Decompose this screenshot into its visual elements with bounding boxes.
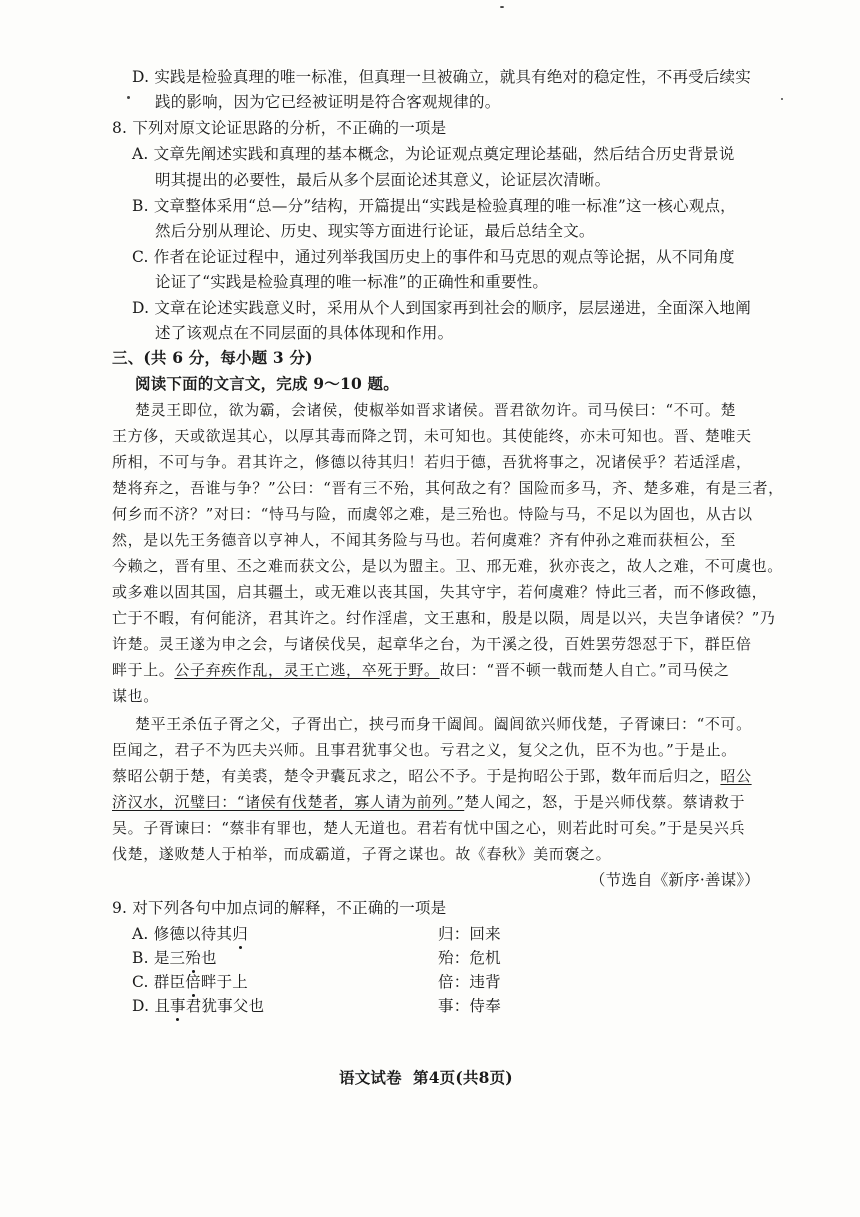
dotted-word: 归	[232, 925, 248, 943]
passage-line: 臣闻之，君子不为匹夫兴师。且事君犹事父也。亏君之义，复父之仇，臣不为也。”于是止。	[112, 741, 737, 759]
option-d-line2: 践的影响，因为它已经被证明是符合客观规律的。	[155, 93, 501, 111]
passage-text: 畔于上。	[112, 661, 175, 679]
q8-option-c-cont: 论证了“实践是检验真理的唯一标准”的正确性和重要性。	[155, 273, 549, 291]
passage-text: 蔡昭公朝于楚，有美裘，楚令尹囊瓦求之，昭公不予。于是拘昭公于郢，数年而后归之，	[112, 767, 721, 785]
passage-line: 或多难以固其国，启其疆土，或无难以丧其国，失其守宇，若何虞难？恃此三者，而不修政德，	[112, 583, 768, 601]
passage-line: 何乡而不济？”对曰：“恃马与险，而虞邻之难，是三殆也。恃险与马，不足以为固也，从古以	[112, 505, 753, 523]
dotted-word: 倍	[185, 973, 201, 991]
passage-text: 楚人闻之，怒，于是兴师伐蔡。蔡请救于	[464, 793, 746, 811]
q9-stem: 9. 对下列各句中加点词的解释，不正确的一项是	[112, 899, 447, 917]
q8-option-a: A. 文章先阐述实践和真理的基本概念，为论证观点奠定理论基础，然后结合历史背景说	[132, 145, 735, 163]
q8-stem: 8. 下列对原文论证思路的分析，不正确的一项是	[112, 119, 447, 137]
q9-option-c	[132, 972, 248, 992]
passage-line: 许楚。灵王遂为申之会，与诸侯伐吴，起章华之台，为干溪之役，百姓罢劳怨怼于下，群臣倍	[112, 635, 752, 653]
reading-instruction: 阅读下面的文言文，完成 9～10 题。	[135, 374, 399, 393]
section-heading: 三、(共 6 分，每小题 3 分)	[112, 348, 313, 367]
passage-line: 楚将弃之，吾谁与争？”公曰：“晋有三不殆，其何敌之有？国险而多马，齐、楚多难，有是三者，	[112, 479, 784, 497]
passage-line	[112, 660, 729, 680]
passage-line: 谋也。	[112, 687, 159, 705]
q9-option-b	[132, 948, 217, 968]
option-text: 修德以待其	[153, 925, 233, 943]
q8-option-d: D. 文章在论述实践意义时，采用从个人到国家再到社会的顺序，层层递进，全面深入地阐	[132, 299, 751, 317]
q9-gloss-d: 事：侍奉	[438, 997, 501, 1015]
passage-line: 亡于不暇，有何能济，君其许之。纣作淫虐，文王惠和，殷是以陨，周是以兴，夫岂争诸侯？”乃	[112, 609, 776, 627]
q9-gloss-c: 倍：违背	[438, 973, 501, 991]
option-text: 畔于上	[200, 973, 248, 991]
q9-gloss-b: 殆：危机	[438, 949, 501, 967]
dotted-word: 殆	[185, 949, 201, 967]
passage-line: 楚灵王即位，欲为霸，会诸侯，使椒举如晋求诸侯。晋君欲勿许。司马侯曰：“不可。楚	[135, 401, 737, 419]
q8-option-b: B. 文章整体采用“总—分”结构，开篇提出“实践是检验真理的唯一标准”这一核心观点，	[132, 197, 736, 215]
option-text: 也	[200, 949, 217, 967]
underlined-sentence: 济汉水，沉璧曰：“诸侯有伐楚者，寡人请为前列。”	[112, 793, 465, 811]
passage-line: 吴。子胥谏曰：“蔡非有罪也，楚人无道也。君若有忧中国之心，则若此时可矣。”于是吴兴兵	[112, 819, 746, 837]
scan-speck	[500, 6, 504, 8]
passage-text: 故曰：“晋不顿一戟而楚人自亡。”司马侯之	[439, 661, 730, 679]
page-footer: 语文试卷 第4页(共8页)	[339, 1068, 513, 1087]
passage-line: 所相，不可与争。君其许之，修德以待其归！若归于德，吾犹将事之，况诸侯乎？若适淫虐，	[112, 453, 752, 471]
q9-option-a	[132, 924, 248, 944]
option-d-line1	[132, 67, 751, 87]
scan-speck	[127, 96, 130, 99]
option-text: 且	[154, 997, 171, 1015]
option-text: 群臣	[153, 973, 186, 991]
scan-speck	[781, 98, 783, 100]
q8-option-d-cont: 述了该观点在不同层面的具体体现和作用。	[155, 324, 454, 342]
passage-source: （节选自《新序·善谋》）	[589, 871, 760, 889]
q8-option-c: C. 作者在论证过程中，通过列举我国历史上的事件和马克思的观点等论据，从不同角度	[132, 248, 735, 266]
option-label: B.	[132, 949, 149, 967]
passage-line: 楚平王杀伍子胥之父，子胥出亡，挟弓而身干阖闾。阖闾欲兴师伐楚，子胥谏曰：“不可。	[135, 715, 752, 733]
option-text: 实践是检验真理的唯一标准，但真理一旦被确立，就具有绝对的稳定性，不再受后续实	[154, 68, 751, 86]
q8-option-a-cont: 明其提出的必要性，最后从多个层面论述其意义，论证层次清晰。	[155, 171, 611, 189]
q8-option-b-cont: 然后分别从理论、历史、现实等方面进行论证，最后总结全文。	[155, 222, 595, 240]
option-label: A.	[132, 925, 149, 943]
passage-line: 伐楚，遂败楚人于柏举，而成霸道，子胥之谋也。故《春秋》美而褒之。	[112, 845, 612, 863]
q9-option-d	[132, 996, 264, 1016]
passage-line	[112, 766, 752, 786]
option-label: D.	[132, 68, 150, 86]
passage-line: 然，是以先王务德音以亨神人，不闻其务险与马也。若何虞难？齐有仲孙之难而获桓公，至	[112, 531, 737, 549]
underlined-sentence: 昭公	[720, 767, 752, 785]
passage-line	[112, 792, 745, 812]
passage-line: 今赖之，晋有里、丕之难而获文公，是以为盟主。卫、邢无难，狄亦丧之，故人之难，不可虞也。	[112, 557, 783, 575]
option-label: D.	[132, 997, 150, 1015]
passage-line: 王方侈，天或欲逞其心，以厚其毒而降之罚，未可知也。其使能终，亦未可知也。晋、楚唯天	[112, 427, 752, 445]
q9-gloss-a: 归：回来	[438, 925, 501, 943]
option-label: C.	[132, 973, 149, 991]
dotted-word: 事	[170, 997, 186, 1015]
underlined-sentence: 公子弃疾作乱，灵王亡逃，卒死于野。	[174, 661, 440, 679]
option-text: 是三	[153, 949, 186, 967]
option-text: 君犹事父也	[185, 997, 265, 1015]
